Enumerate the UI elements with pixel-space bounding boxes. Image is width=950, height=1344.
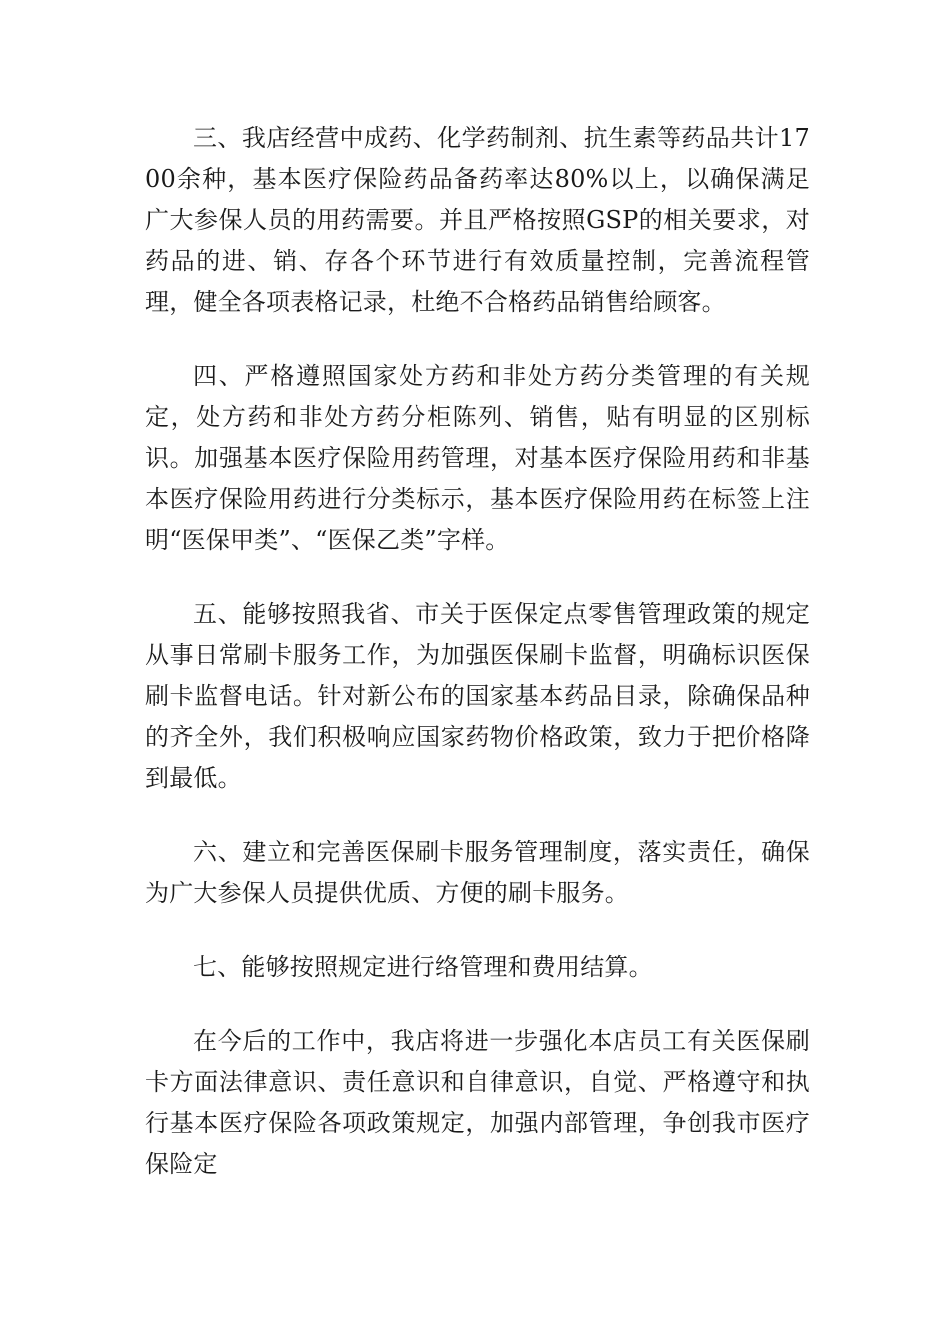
document-body — [145, 118, 810, 1218]
paragraph-item-6: 六、建立和完善医保刷卡服务管理制度，落实责任，确保为广大参保人员提供优质、方便的刷卡服务。 — [145, 838, 810, 907]
paragraph-item-3: 三、我店经营中成药、化学药制剂、抗生素等药品共计1700余种，基本医疗保险药品备药率达80%以上，以确保满足广大参保人员的用药需要。并且严格按照GSP的相关要求，对药品的进、销、存各个环节进行有效质量控制，完善流程管理，健全各项表格记录，杜绝不合格药品销售给顾客。 — [145, 124, 810, 316]
paragraph-item-5: 五、能够按照我省、市关于医保定点零售管理政策的规定从事日常刷卡服务工作，为加强医保刷卡监督，明确标识医保刷卡监督电话。针对新公布的国家基本药品目录，除确保品种的齐全外，我们积极响应国家药物价格政策，致力于把价格降到最低。 — [145, 600, 810, 792]
paragraph-item-4: 四、严格遵照国家处方药和非处方药分类管理的有关规定，处方药和非处方药分柜陈列、销售，贴有明显的区别标识。加强基本医疗保险用药管理，对基本医疗保险用药和非基本医疗保险用药进行分类标示，基本医疗保险用药在标签上注明“医保甲类”、“医保乙类”字样。 — [145, 362, 810, 554]
paragraph-future-work: 在今后的工作中，我店将进一步强化本店员工有关医保刷卡方面法律意识、责任意识和自律意识，自觉、严格遵守和执行基本医疗保险各项政策规定，加强内部管理，争创我市医疗保险定 — [145, 1027, 810, 1178]
paragraph-item-7: 七、能够按照规定进行络管理和费用结算。 — [193, 953, 653, 981]
